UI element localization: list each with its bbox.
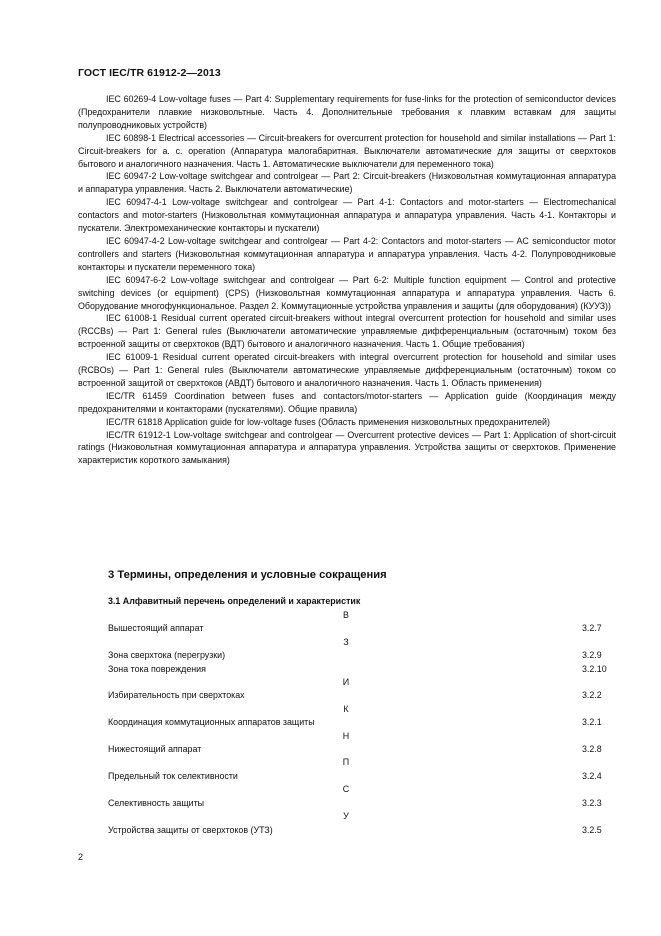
index-term: Координация коммутационных аппаратов защиты <box>108 717 315 728</box>
index-ref: 3.2.1 <box>582 717 602 728</box>
index-letter: Н <box>342 730 350 741</box>
reference-item: IEC 60947-4-2 Low-voltage switchgear and controlgear — Part 4-2: Contactors and motor-starters — AC semiconductor motor controllers and starters (Низковольтная коммутационная аппаратура и аппаратура управления. Часть 4-2. Полупроводниковые контакторы и пускатели переменного тока) <box>78 235 616 272</box>
index-ref: 3.2.10 <box>582 663 607 674</box>
index-term: Избирательность при сверхтоках <box>108 690 245 701</box>
index-entry <box>108 770 616 783</box>
index-entry <box>108 689 616 702</box>
index-entry <box>108 663 616 676</box>
index-ref: 3.2.5 <box>582 824 602 835</box>
index-entry <box>108 824 616 837</box>
reference-item: IEC 61008-1 Residual current operated circuit-breakers without integral overcurrent protection for household and similar uses (RCCBs) — Part 1: General rules (Выключатели автоматические управляемые дифференциальным (остаточным) током без встроенной защиты от сверхтоков (ВДТ) бытового и аналогичного назначения. Часть 1. Общие требования) <box>78 313 616 350</box>
index-entry <box>108 797 616 810</box>
index-ref: 3.2.7 <box>582 623 602 634</box>
reference-item: IEC 60269-4 Low-voltage fuses — Part 4: Supplementary requirements for fuse-links for the protection of semiconductor devices (Предохранители плавкие низковольтные. Часть 4. Дополнительные требования к плавким вставкам для защиты полупроводниковых устройств) <box>78 94 616 130</box>
index-letter: П <box>342 757 350 768</box>
subsection-title: 3.1 Алфавитный перечень определений и характеристик <box>108 596 361 606</box>
reference-item: IEC/TR 61818 Application guide for low-voltage fuses (Область применения низковольтных предохранителей) <box>106 416 550 427</box>
index-entry <box>108 649 616 662</box>
reference-item: IEC/TR 61912-1 Low-voltage switchgear and controlgear — Overcurrent protective devices — Part 1: Application of short-circuit ratings (Низковольтная коммутационная аппаратура и аппаратура управления. Устройства защиты от сверхтоков. Применение характеристик короткого замыкания) <box>78 429 616 466</box>
index-letter: И <box>342 677 350 688</box>
reference-item: IEC 60947-4-1 Low-voltage switchgear and controlgear — Part 4-1: Contactors and motor-starters — Electromechanical contactors and motor-starters (Низковольтная коммутационная аппаратура и аппаратура управления. Часть 4-1. Контакторы и пускатели. Электромеханические контакторы и пускатели) <box>78 197 616 234</box>
document-header: ГОСТ IEC/TR 61912-2—2013 <box>78 67 221 79</box>
index-ref: 3.2.2 <box>582 690 602 701</box>
index-ref: 3.2.8 <box>582 744 602 755</box>
index-entry <box>108 622 616 635</box>
index-entry <box>108 716 616 729</box>
reference-item: IEC 60898-1 Electrical accessories — Circuit-breakers for overcurrent protection for household and similar installations — Part 1: Circuit-breakers for a. c. operation (Аппаратура малогабаритная. Выключатели автоматические для защиты от сверхтоков бытового и аналогичного назначения. Часть 1. Автоматические выключатели для переменного тока) <box>78 132 616 169</box>
index-term: Зона тока повреждения <box>108 663 206 674</box>
index-letter: К <box>343 703 349 714</box>
index-ref: 3.2.3 <box>582 797 602 808</box>
reference-item: IEC/TR 61459 Coordination between fuses and contactors/motor-starters — Application guide (Координация между предохранителями и контакторами (пускателями). Общие правила) <box>78 390 616 414</box>
index-letter: С <box>342 784 350 795</box>
reference-item: IEC 61009-1 Residual current operated circuit-breakers with integral overcurrent protection for household and similar uses (RCBOs) — Part 1: General rules (Выключатели автоматические управляемые дифференциальным (остаточным) током со встроенной защитой от сверхтоков (АВДТ) бытового и аналогичного назначения. Часть 1. Область применения) <box>78 352 616 388</box>
index-ref: 3.2.4 <box>582 770 602 781</box>
index-letter: У <box>343 811 349 822</box>
index-term: Нижестоящий аппарат <box>108 744 202 755</box>
index-term: Зона сверхтока (перегрузки) <box>108 650 226 661</box>
index-entry <box>108 743 616 756</box>
normative-references <box>78 93 616 467</box>
page-number: 2 <box>78 852 84 862</box>
index-term: Предельный ток селективности <box>108 770 238 781</box>
index-term: Устройства защиты от сверхтоков (УТЗ) <box>108 824 273 835</box>
section-title: 3 Термины, определения и условные сокращения <box>108 569 387 581</box>
index-letter: В <box>343 610 349 620</box>
alphabetical-index <box>108 609 616 837</box>
reference-item: IEC 60947-6-2 Low-voltage switchgear and controlgear — Part 6-2: Multiple function equipment — Control and protective switching devices (or equipment) (CPS) (Низковольтная коммутационная аппаратура и аппаратура управления. Часть 6. Оборудование многофункциональное. Раздел 2. Коммутационные устройства управления и защиты (для оборудования) (КУУЗ)) <box>78 274 616 311</box>
index-letter: З <box>343 636 349 647</box>
reference-item: IEC 60947-2 Low-voltage switchgear and controlgear — Part 2: Circuit-breakers (Низковольтная коммутационная аппаратура и аппаратура управления. Часть 2. Выключатели автоматические) <box>78 171 616 195</box>
index-ref: 3.2.9 <box>582 650 602 661</box>
index-term: Селективность защиты <box>108 797 205 808</box>
index-term: Вышестоящий аппарат <box>108 623 204 634</box>
